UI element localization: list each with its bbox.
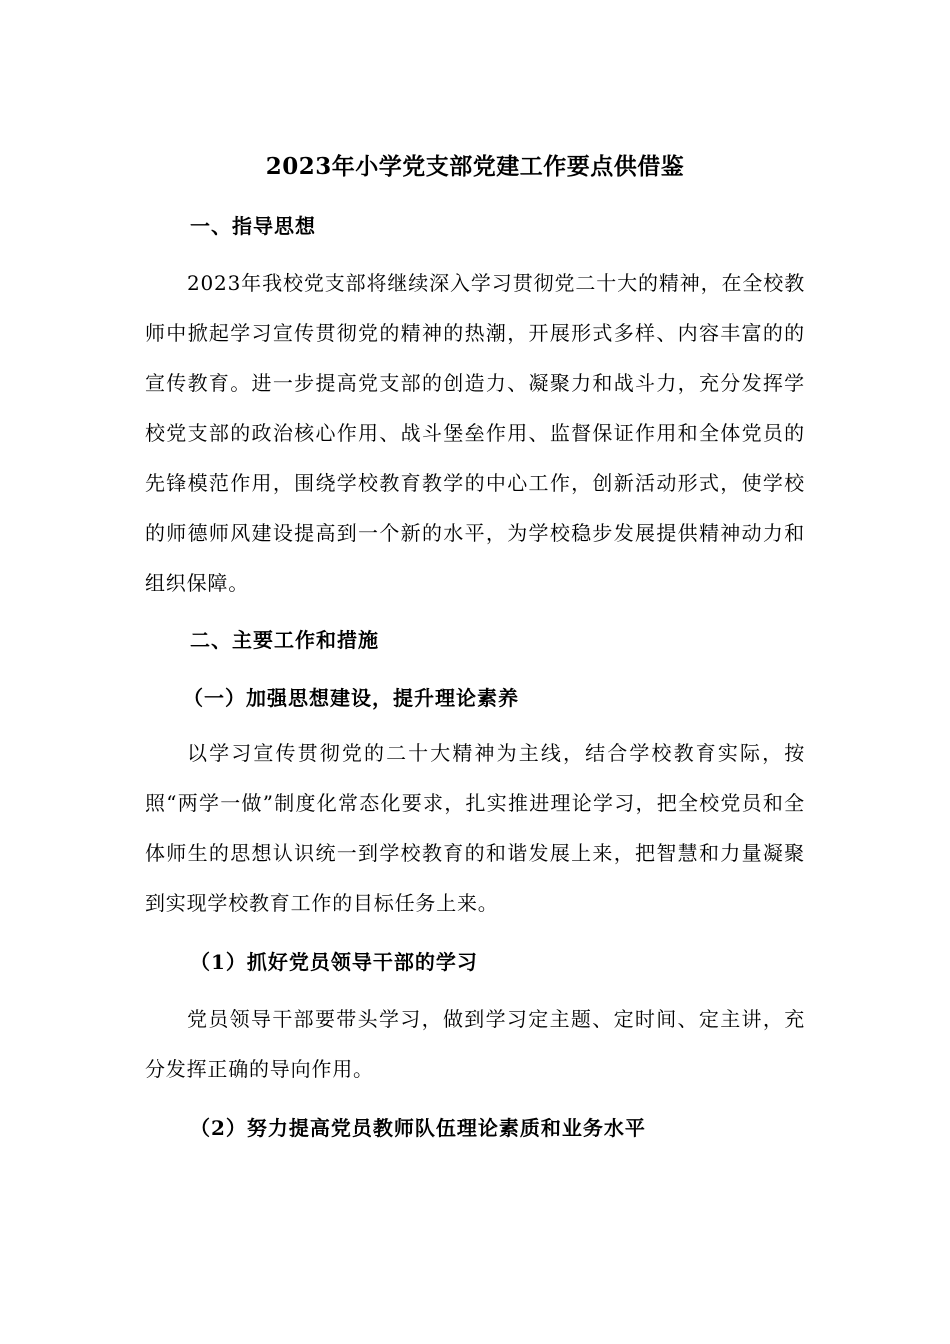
- paragraph-leader-study: 党员领导干部要带头学习，做到学习定主题、定时间、定主讲，充分发挥正确的导向作用。: [145, 1007, 805, 1081]
- paragraph-guiding-ideology: 2023年我校党支部将继续深入学习贯彻党二十大的精神，在全校教师中掀起学习宣传贯彻党的精神的热潮，开展形式多样、内容丰富的的宣传教育。进一步提高党支部的创造力、凝聚力和战斗力，充分发挥学校党支部的政治核心作用、战斗堡垒作用、监督保证作用和全体党员的先锋模范作用，围绕学校教育教学的中心工作，创新活动形式，使学校的师德师风建设提高到一个新的水平，为学校稳步发展提供精神动力和组织保障。: [145, 271, 805, 595]
- section-heading-main-work: 二、主要工作和措施: [190, 628, 379, 652]
- item-heading-improve-teachers: （2）努力提高党员教师队伍理论素质和业务水平: [190, 1116, 646, 1140]
- item-heading-leader-study: （1）抓好党员领导干部的学习: [190, 950, 478, 974]
- subsection-heading-ideological-construction: （一）加强思想建设，提升理论素养: [183, 686, 519, 710]
- paragraph-ideological-construction: 以学习宣传贯彻党的二十大精神为主线，结合学校教育实际，按照“两学一做”制度化常态化要求，扎实推进理论学习，把全校党员和全体师生的思想认识统一到学校教育的和谐发展上来，把智慧和力量凝聚到实现学校教育工作的目标任务上来。: [145, 741, 805, 915]
- section-heading-guiding-ideology: 一、指导思想: [190, 214, 316, 238]
- document-title: 2023年小学党支部党建工作要点供借鉴: [265, 153, 685, 180]
